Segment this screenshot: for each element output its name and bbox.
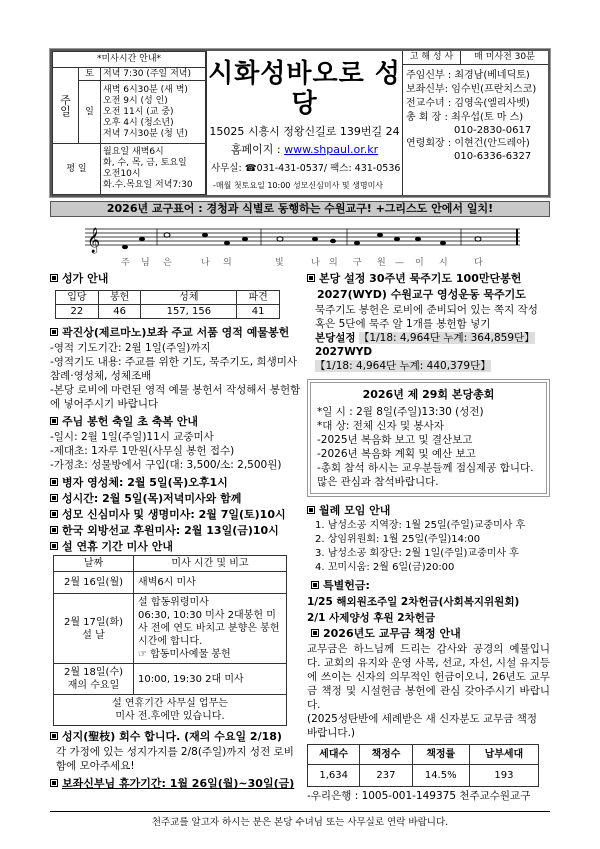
bank-account: -우리은행 : 1005-001-149375 천주교수원교구 — [307, 790, 531, 802]
notice: 성시간: 2월 5일(목)저녁미사와 함께 — [62, 492, 242, 505]
lyric: 은 — [163, 258, 172, 268]
offering-item: 1/25 해외원조주일 2차헌금(사회복지위원회) — [307, 596, 520, 608]
notice: 성모 신심미사 및 생명미사: 2월 7일(토)10시 — [62, 508, 286, 521]
lyric: 구 — [353, 258, 362, 268]
bullet-icon — [50, 732, 58, 740]
lyric: 다 — [474, 258, 483, 268]
holiday-mass-table — [53, 555, 287, 726]
td: 설 연휴기간 사무실 업무는 미사 전.후에만 있습니다. — [54, 695, 287, 726]
td: 2월 18일(수) 재의 수요일 — [54, 664, 134, 695]
staff-member: 총 회 장 : 최우섭(토 마 스) — [406, 112, 524, 123]
bulletin-page — [50, 0, 550, 839]
office-contact: 사무실: ☎031-431-0537/ 팩스: 431-0536 — [211, 163, 401, 174]
sun-label: 일 — [79, 81, 101, 144]
th: 성체 — [141, 291, 237, 305]
section-title: 특별헌금: — [323, 579, 370, 592]
meeting-item: 2. 상임위원회: 1월 25일(주일)14:00 — [315, 534, 481, 545]
lyric: — — [395, 258, 404, 268]
th: 봉헌 — [98, 291, 141, 305]
staff-member: 전교수녀 : 김영옥(엘리사벳) — [406, 98, 530, 109]
bullet-icon — [50, 417, 58, 425]
td: 193 — [469, 765, 538, 787]
bullet-icon — [307, 506, 315, 514]
td: 41 — [237, 305, 280, 319]
hymns-table — [55, 290, 280, 319]
treble-clef-icon: 𝄞 — [87, 228, 101, 253]
weekday-label: 평 일 — [53, 144, 101, 195]
right-column — [307, 271, 550, 803]
diocese-motto: 2026년 교구표어 : 경청과 식별로 동행하는 수원교구! +그리스도 안에서 일치! — [50, 201, 550, 217]
th: 책정률 — [412, 745, 469, 765]
td: 22 — [56, 305, 99, 319]
td: 새벽6시 미사 — [134, 572, 287, 594]
time: 월요일 새벽6시 — [103, 147, 164, 158]
sat-time: 저녁 7:30 (주일 저녁) — [101, 68, 206, 81]
assembly-title: 2026년 제 29회 본당총회 — [362, 388, 495, 401]
mass-heading: *미사시간 안내* — [53, 52, 206, 68]
th: 파견 — [237, 291, 280, 305]
time: 화.수.목요일 저녁7:30 — [103, 180, 193, 191]
time: 화, 수, 목, 금, 토요일 — [103, 158, 187, 169]
content-columns — [50, 271, 550, 803]
sat-label: 토 — [79, 68, 101, 81]
homepage-label: 홈페이지 : — [230, 143, 281, 156]
rosary-subtitle: 2027(WYD) 수원교구 영성운동 묵주기도 — [317, 288, 526, 301]
staff-info — [403, 51, 548, 195]
text-line: -일시: 2월 1일(주일)11시 교중미사 — [50, 431, 214, 443]
time: 오전 9시 (성 인) — [103, 95, 168, 106]
text-line: *일 시 : 2월 8일(주일)13:30 (성전) — [317, 406, 484, 418]
parish-info — [207, 51, 403, 195]
td: 46 — [98, 305, 141, 319]
bullet-icon — [50, 526, 58, 534]
text-line: -본당 로비에 마련된 영적 예물 봉헌서 작성해서 봉헌함에 넣어주시기 바랍니다 — [50, 384, 301, 410]
confession-label: 고 해 성 사 — [403, 51, 461, 64]
th: 책정수 — [360, 745, 412, 765]
hymns-title: 성가 안내 — [62, 272, 109, 285]
time: 저녁 7시30분 (청 년) — [103, 128, 188, 139]
lyric: 빛 — [275, 258, 284, 268]
text-line: -총회 참석 하시는 교우분들께 점심제공 합니다. 많은 관심과 참석바랍니다. — [317, 462, 534, 488]
td: 1,634 — [308, 765, 360, 787]
confession-time: 매 미사전 30분 — [474, 52, 535, 62]
time: 새벽 6시30분 (새 벽) — [103, 84, 188, 95]
text-line: 묵주기도 봉헌은 로비에 준비되어 있는 쪽지 작성 혹은 5단에 묵주 알 1개를 봉헌함 넣기 — [315, 304, 538, 330]
text-line: -영적 기도기간: 2월 1일(주일)까지 — [50, 342, 211, 354]
bullet-icon — [50, 494, 58, 502]
lyric: 의 — [329, 258, 338, 268]
monthly-note: -매월 첫토요일 10:00 성모신심미사 및 생명미사 — [213, 181, 384, 190]
th: 날짜 — [54, 556, 134, 572]
section-title: 주님 봉헌 축일 초 축복 안내 — [62, 415, 199, 428]
td: 설 합동위령미사 06:30, 10:30 미사 2대봉헌 미사 전에 연도 바치고 분향은 봉헌 시간에 합니다. ☞ 합동미사예물 봉헌 — [134, 594, 287, 664]
text-line: *대 상: 전체 신자 및 봉사자 — [317, 420, 444, 432]
homepage-link[interactable]: www.shpaul.or.kr — [284, 143, 379, 156]
tally-value: 【1/18: 4,964단 누계: 440,379단】 — [315, 360, 491, 372]
section-title: 성지(聖枝) 회수 합니다. (재의 수요일 2/18) — [62, 730, 282, 743]
meeting-item: 3. 남성소공 회장단: 2월 1일(주일)교중미사 후 — [315, 548, 519, 559]
lyric: 주 — [121, 258, 130, 268]
td: 14.5% — [412, 765, 469, 787]
meeting-item: 4. 꼬미시움: 2월 6일(금)20:00 — [315, 562, 455, 573]
lyric: 나 — [311, 258, 320, 268]
notice: 한국 외방선교 후원미사: 2월 13일(금)10시 — [62, 524, 279, 537]
text-line: (2025성탄반에 세례받은 새 신자분도 교무금 책정 바랍니다.) — [307, 713, 538, 739]
lyric: 원 — [377, 258, 386, 268]
sun-times — [101, 81, 206, 144]
bullet-icon — [311, 629, 319, 637]
section-title: 본당 설정 30주년 묵주기도 100만단봉헌 — [319, 272, 522, 285]
bullet-icon — [307, 274, 315, 282]
staff-phone: 010-2830-0617 — [454, 125, 532, 136]
footer-note: 천주교를 알고자 하시는 분은 본당 수녀님 또는 사무실로 연락 바랍니다. — [50, 811, 550, 829]
meeting-item: 1. 남성소공 지역장: 1월 25일(주일)교중미사 후 — [315, 520, 526, 531]
bullet-icon — [50, 328, 58, 336]
lyric: 의 — [223, 258, 232, 268]
text-line: -제대초: 1자루 1만원(사무실 봉헌 접수) — [50, 445, 235, 457]
mass-times-table — [52, 51, 207, 195]
bullet-icon — [50, 779, 58, 787]
section-title: 곽진상(제르마노)보좌 주교 서품 영적 예물봉헌 — [62, 326, 290, 339]
lyric: 나 — [201, 258, 210, 268]
bullet-icon — [311, 581, 319, 589]
text-line: -영적기도 내용: 주교를 위한 기도, 묵주기도, 희생미사참례·영성체, 성체조배 — [50, 356, 298, 382]
time: 오후 4시 (청소년) — [103, 117, 174, 128]
td: 237 — [360, 765, 412, 787]
section-title: 월례 모임 안내 — [319, 504, 391, 517]
staff-phone: 010-6336-6327 — [454, 151, 532, 162]
th: 세대수 — [308, 745, 360, 765]
staff-member: 주임신부 : 최경남(베네딕토) — [406, 70, 530, 81]
staff-member: 연령회장 : 이현건(안드레아) — [406, 138, 530, 149]
parish-name: 시화성바오로 성당 — [208, 59, 401, 119]
bullet-icon — [50, 510, 58, 518]
text-line: -2025년 복음화 보고 및 결산보고 — [317, 434, 473, 446]
left-column — [50, 271, 302, 792]
time: 오전 11시 (교 중) — [103, 106, 174, 117]
weekday-times — [101, 144, 206, 195]
text-line: -가정초: 성물방에서 구입(대: 3,500/소: 2,500원) — [50, 459, 282, 471]
bullet-icon — [50, 542, 58, 550]
text-line: 각 가정에 있는 성지가지를 2/8(주일)까지 성전 로비 함에 모아주세요! — [56, 746, 294, 772]
staff-member: 보좌신부: 임수빈(프란치스코) — [406, 84, 537, 95]
offering-item: 2/1 사제양성 후원 2차헌금 — [307, 612, 436, 624]
dues-table — [307, 744, 539, 787]
sunday-label: 주일 — [53, 68, 79, 144]
td: 2월 16일(월) — [54, 572, 134, 594]
bulletin-header — [50, 49, 550, 197]
notice: 병자 영성체: 2월 5일(목)오후1시 — [62, 476, 228, 489]
tally-value: 【1/18: 4,964단 누계: 364,859단】 — [358, 332, 535, 344]
th: 미사 시간 및 비고 — [134, 556, 287, 572]
text-line: 교무금은 하느님께 드리는 감사와 공경의 예물입니다. 교회의 유지와 운영 사목, 선교, 자선, 시설 유지등에 쓰이는 신자의 의무적인 헌금이오니, 26년도 교무금 책정 및 시설헌금 봉헌에 관심 갖아주시기 바랍니다. — [307, 643, 550, 711]
time: 오전10시 — [103, 169, 141, 180]
vacation-notice: 보좌신부님 휴가기간: 1월 26일(월)~30일(금) — [62, 777, 295, 790]
section-title: 2026년도 교무금 책정 안내 — [323, 627, 461, 640]
tally-label: 본당설정 — [315, 332, 356, 344]
lyric: 시 — [439, 258, 448, 268]
music-staff — [85, 221, 525, 269]
td: 10:00, 19:30 2대 미사 — [134, 664, 287, 695]
section-title: 설 연휴 기간 미사 안내 — [62, 540, 173, 553]
bullet-icon — [50, 478, 58, 486]
lyric: 이 — [415, 258, 424, 268]
lyric: 님 — [141, 258, 150, 268]
text-line: -2026년 복음화 계획 및 예산 보고 — [317, 448, 476, 460]
assembly-box — [307, 379, 550, 497]
th: 입당 — [56, 291, 99, 305]
lyrics — [121, 256, 483, 268]
td: 157, 156 — [141, 305, 237, 319]
td: 2월 17일(화) 설 날 — [54, 594, 134, 664]
th: 납부세대 — [469, 745, 538, 765]
address: 15025 시흥시 정왕신길로 139번길 24 — [209, 125, 400, 138]
bullet-icon — [50, 274, 58, 282]
tally-label: 2027WYD — [315, 346, 373, 358]
